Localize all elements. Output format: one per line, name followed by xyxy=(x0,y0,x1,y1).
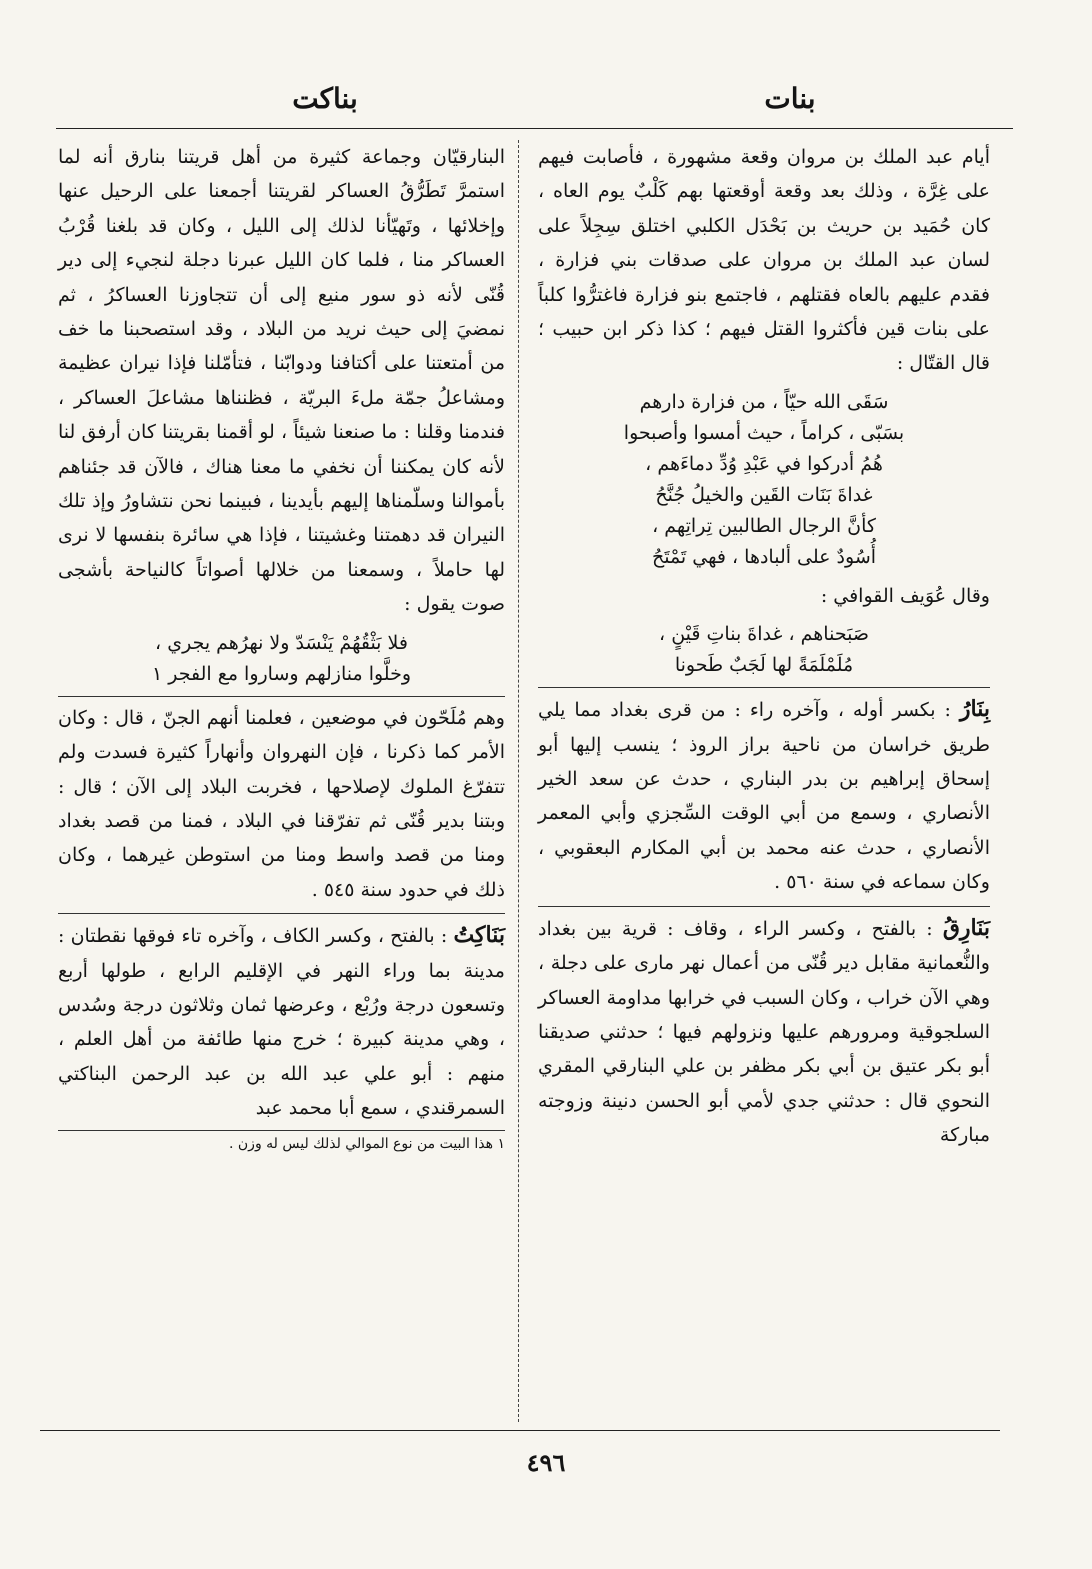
entry-text: : بالفتح ، وكسر الكاف ، وآخره تاء فوقها نقطتان : مدينة بما وراء النهر في الإقليم الرابع ، طولها أربع وتسعون درجة ورُبْع ، وعرضها ثمان وثلاثون درجة وسُدس ، وهي مدينة كبيرة ؛ خرج منها طائفة من أهل العلم ، منهم : أبو علي عبد الله بن عبد الرحمن البناكتي السمرقندي ، سمع أبا محمد عبد xyxy=(58,925,505,1120)
page-number: ٤٩٦ xyxy=(526,1448,566,1477)
verse-line: مُلَمْلَمَةً لها لَجَبٌ طَحونا xyxy=(674,654,854,677)
entry-text: : بكسر أوله ، وآخره راء : من قرى بغداد مما يلي طريق خراسان من ناحية براز الروذ ؛ ينسب إليها أبو إسحاق إبراهيم بن بدر البناري ، حدث عن سعد الخير الأنصاري ، وسمع من أبي الوقت السِّجزي وأبي المعمر الأنصاري ، حدث عنه محمد بن أبي المكارم البعقوبي ، وكان سماعه في سنة ٥٦٠ . xyxy=(538,699,990,894)
right-column xyxy=(538,140,990,1153)
running-header-left: بناكت xyxy=(292,82,358,115)
footnote: ١ هذا البيت من نوع الموالي لذلك ليس له وزن . xyxy=(229,1135,505,1152)
entry-text: : بالفتح ، وكسر الراء ، وقاف : قرية بين بغداد والنُّعمانية مقابل دير قُنّى من أعمال نهر مارى على دجلة ، وهي الآن خراب ، وكان السبب في خرابها مداومة العساكر السلجوقية ومرورهم عليها ونزولهم فيها ؛ حدثني صديقنا أبو بكر عتيق بن أبي بكر مظفر بن علي البنارقي المقري النحوي قال : حدثني جدي لأمي أبو الحسن دنينة وزوجته مباركة xyxy=(538,917,990,1147)
headword: بَنَارِقُ xyxy=(942,914,990,941)
entry-separator xyxy=(538,687,990,688)
header-rule xyxy=(56,128,1013,129)
entry-banakit xyxy=(58,918,505,1125)
entry-separator xyxy=(538,906,990,907)
verse-line: صَبَحناهم ، غداةَ بناتِ قَيْنٍ ، xyxy=(659,623,869,646)
paragraph: أيام عبد الملك بن مروان وقعة مشهورة ، فأصابت فيهم على غِرَّة ، وذلك بعد وقعة أوقعتها بهم كَلْبٌ يوم العاه ، كان حُمَيد بن حريث بن بَحْدَل الكلبي اختلق سِجِلاً على لسان عبد الملك بن مروان على صدقات بني فزارة ، فقدم عليهم بالعاه فقتلهم ، فاجتمع بنو فزارة فاغترُّوا كلباً على بنات قين فأكثروا القتل فيهم ؛ كذا ذكر ابن حبيب ؛ قال القتّال : xyxy=(538,146,990,375)
paragraph: البنارقيّان وجماعة كثيرة من أهل قريتنا بنارق أنه لما استمرَّ تَطَرُّقُ العساكر لقريتنا أجمعنا على الرحيل عنها وإخلائها ، وتَهيّأنا لذلك إلى الليل ، وكان قد بلغنا قُرْبُ العساكر منا ، فلما كان الليل عبرنا دجلة لنجيء إلى دير قُنّى لأنه ذو سور منيع إلى أن تتجاوزنا العساكرُ ، ثم نمضيَ إلى حيث نريد من البلاد ، وقد استصحبنا ما خف من أمتعتنا على أكتافنا ودوابّنا ، فتأمّلنا فإذا نيران عظيمة ومشاعلُ جمّة ملءَ البريّة ، فظنناها مشاعلَ العساكر ، فندمنا وقلنا : ما صنعنا شيئاً ، لو أقمنا بقريتنا كان أرفق لنا لأنه كان يمكننا أن نخفي ما معنا هناك ، فالآن قد جئناهم بأموالنا وسلّمناها إليهم بأيدينا ، فبينما نحن نتشاورُ وإذ تلك النيران قد دهمتنا وغشيتنا ، فإذا هي سائرة بنفسها لا نرى لها حاملاً ، وسمعنا من خلالها أصواتاً كالنياحة بأشجى صوت يقول : xyxy=(58,146,505,616)
verse-line: كأنَّ الرجال الطالبين تِراتِهم ، xyxy=(652,514,876,537)
footnote-rule xyxy=(58,1130,505,1131)
headword: بَنَاكِتُ xyxy=(453,922,505,949)
headword: بِنَارُ xyxy=(959,696,990,723)
verse-line: فلا بَثْقُهُمْ يَنْسَدّ ولا نهرُهم يجري ، xyxy=(155,631,408,654)
verse-line: أُسُودٌ على ألبادها ، فهي تَمْتَحُ xyxy=(651,545,877,568)
footer-rule xyxy=(40,1430,1000,1431)
verse-line: سَقَى الله حيّاً ، من فزارة دارهم xyxy=(639,390,889,413)
entry-banariq xyxy=(538,911,990,1153)
paragraph: وقال عُوَيف القوافي : xyxy=(820,584,990,607)
verse-line: بسَبّى ، كراماً ، حيث أمسوا وأصبحوا xyxy=(623,421,905,444)
left-column xyxy=(58,140,505,1155)
verse-line: وخلَّوا منازلهم وساروا مع الفجر ١ xyxy=(151,662,412,685)
verse-line: غداةَ بَنَات القَين والخيلُ جُنَّحُ xyxy=(655,483,873,506)
poem-block xyxy=(538,387,990,573)
entry-separator xyxy=(58,913,505,914)
paragraph: وهم مُلَحّون في موضعين ، فعلمنا أنهم الجنّ ، قال : وكان الأمر كما ذكرنا ، فإن النهروان وأنهاراً كثيرة فسدت ولم تتفرّغ الملوك لإصلاحها ، فخربت البلاد إلى الآن ؛ قال : وبتنا بدير قُنّى ثم تفرّقنا في البلاد ، فمنا من قصد بغداد ومنا من قصد واسط ومنا من استوطن غيرهما ، وكان ذلك في حدود سنة ٥٤٥ . xyxy=(58,706,505,901)
running-header-right: بنات xyxy=(764,82,816,115)
entry-binar xyxy=(538,692,990,899)
entry-separator xyxy=(58,696,505,697)
verse-line: هُمُ أدركوا في عَبْدِ وُدِّ دماءَهم ، xyxy=(645,452,883,475)
poem-block xyxy=(538,619,990,681)
column-divider xyxy=(518,140,519,1422)
poem-block xyxy=(58,628,505,690)
